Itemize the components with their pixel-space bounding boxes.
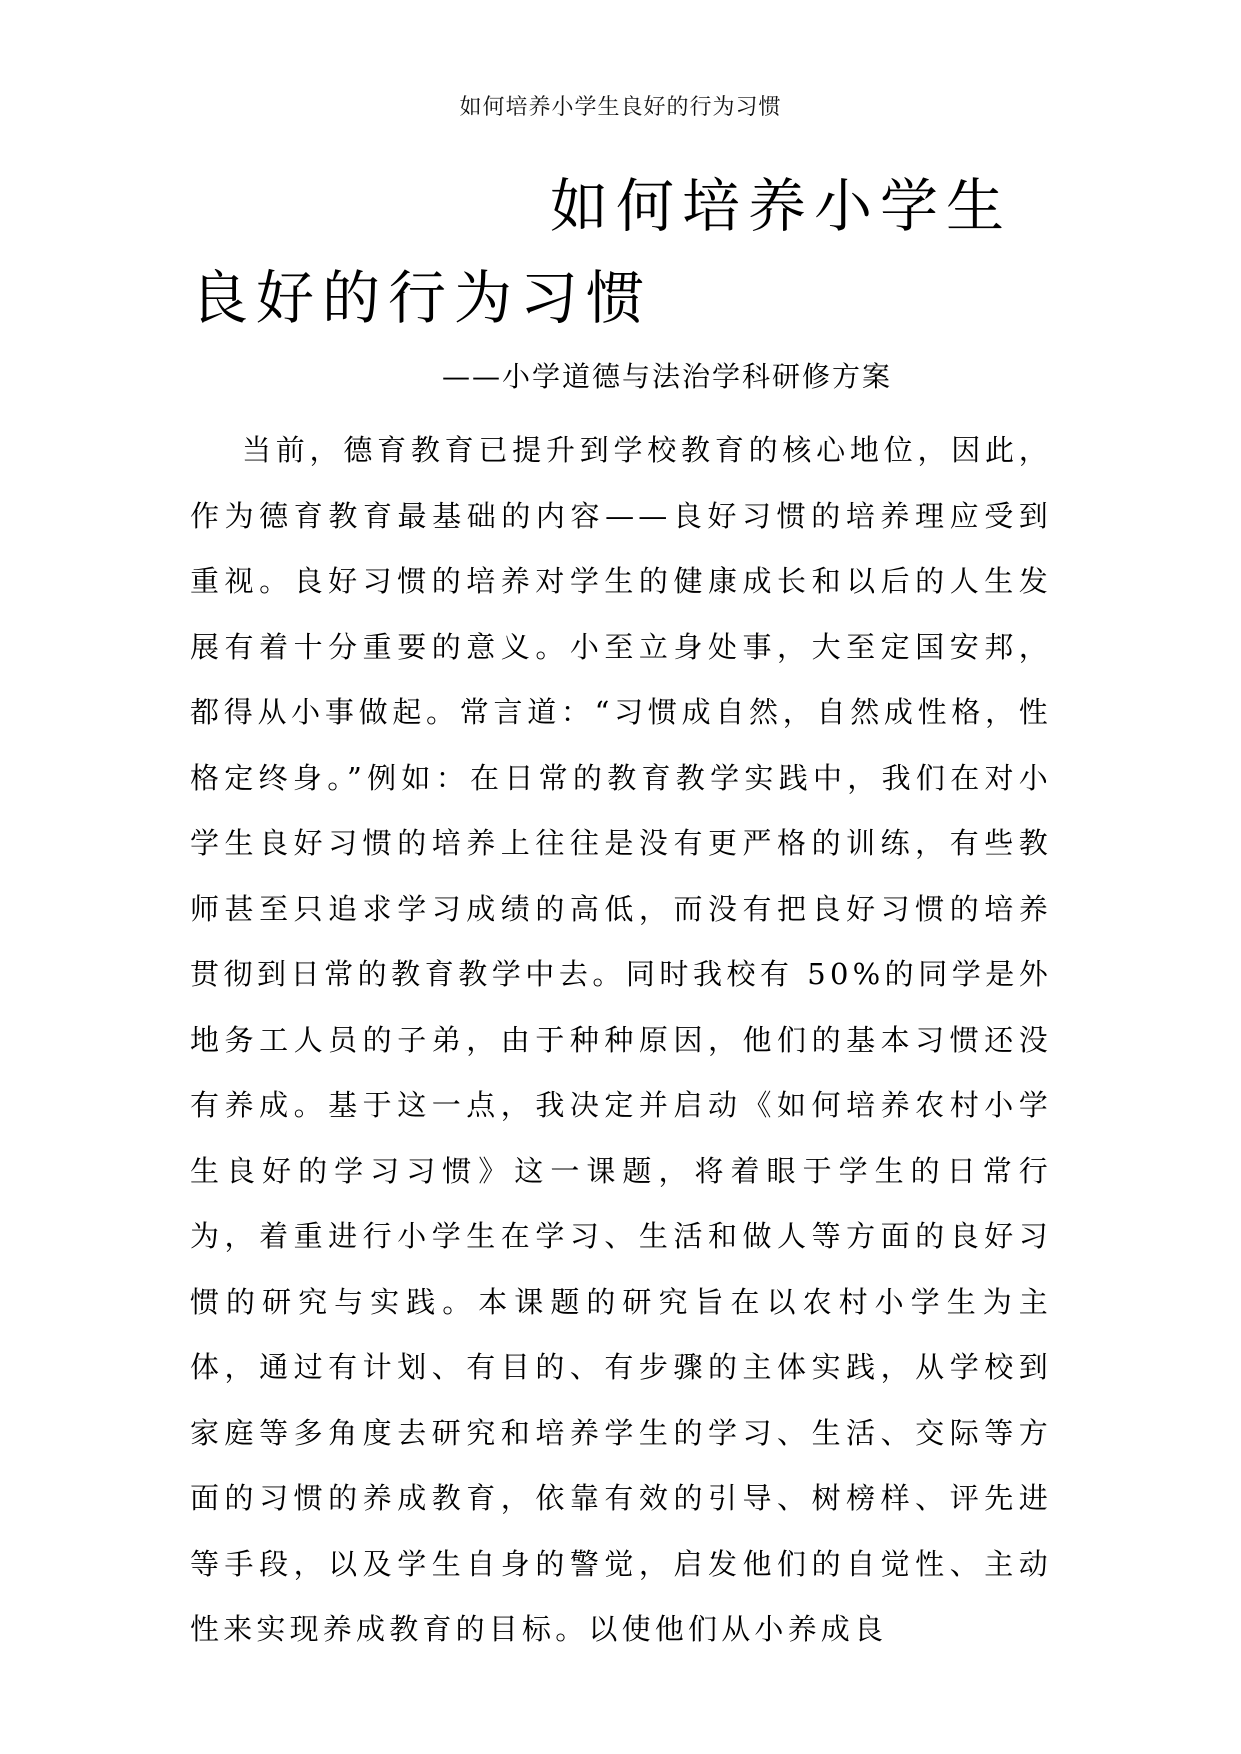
body-paragraph: 当前，德育教育已提升到学校教育的核心地位，因此，作为德育教育最基础的内容——良好习惯的培养理应受到重视。良好习惯的培养对学生的健康成长和以后的人生发展有着十分重要的意义。小至立身处事，大至定国安邦，都得从小事做起。常言道：“习惯成自然，自然成性格，性格定终身。”例如：在日常的教育教学实践中，我们在对小学生良好习惯的培养上往往是没有更严格的训练，有些教师甚至只追求学习成绩的高低，而没有把良好习惯的培养贯彻到日常的教育教学中去。同时我校有 50%的同学是外地务工人员的子弟，由于种种原因，他们的基本习惯还没有养成。基于这一点，我决定并启动《如何培养农村小学生良好的学习习惯》这一课题，将着眼于学生的日常行为，着重进行小学生在学习、生活和做人等方面的良好习惯的研究与实践。本课题的研究旨在以农村小学生为主体，通过有计划、有目的、有步骤的主体实践，从学校到家庭等多角度去研究和培养学生的学习、生活、交际等方面的习惯的养成教育，依靠有效的引导、树榜样、评先进等手段，以及学生自身的警觉，启发他们的自觉性、主动性来实现养成教育的目标。以使他们从小养成良: [190, 433, 1052, 1646]
document-subtitle: ——小学道德与法治学科研修方案: [441, 360, 892, 393]
document-body: [190, 160, 1052, 1663]
running-header: 如何培养小学生良好的行为习惯: [459, 95, 782, 120]
document-title: 如何培养小学生良好的行为习惯: [190, 172, 1013, 332]
